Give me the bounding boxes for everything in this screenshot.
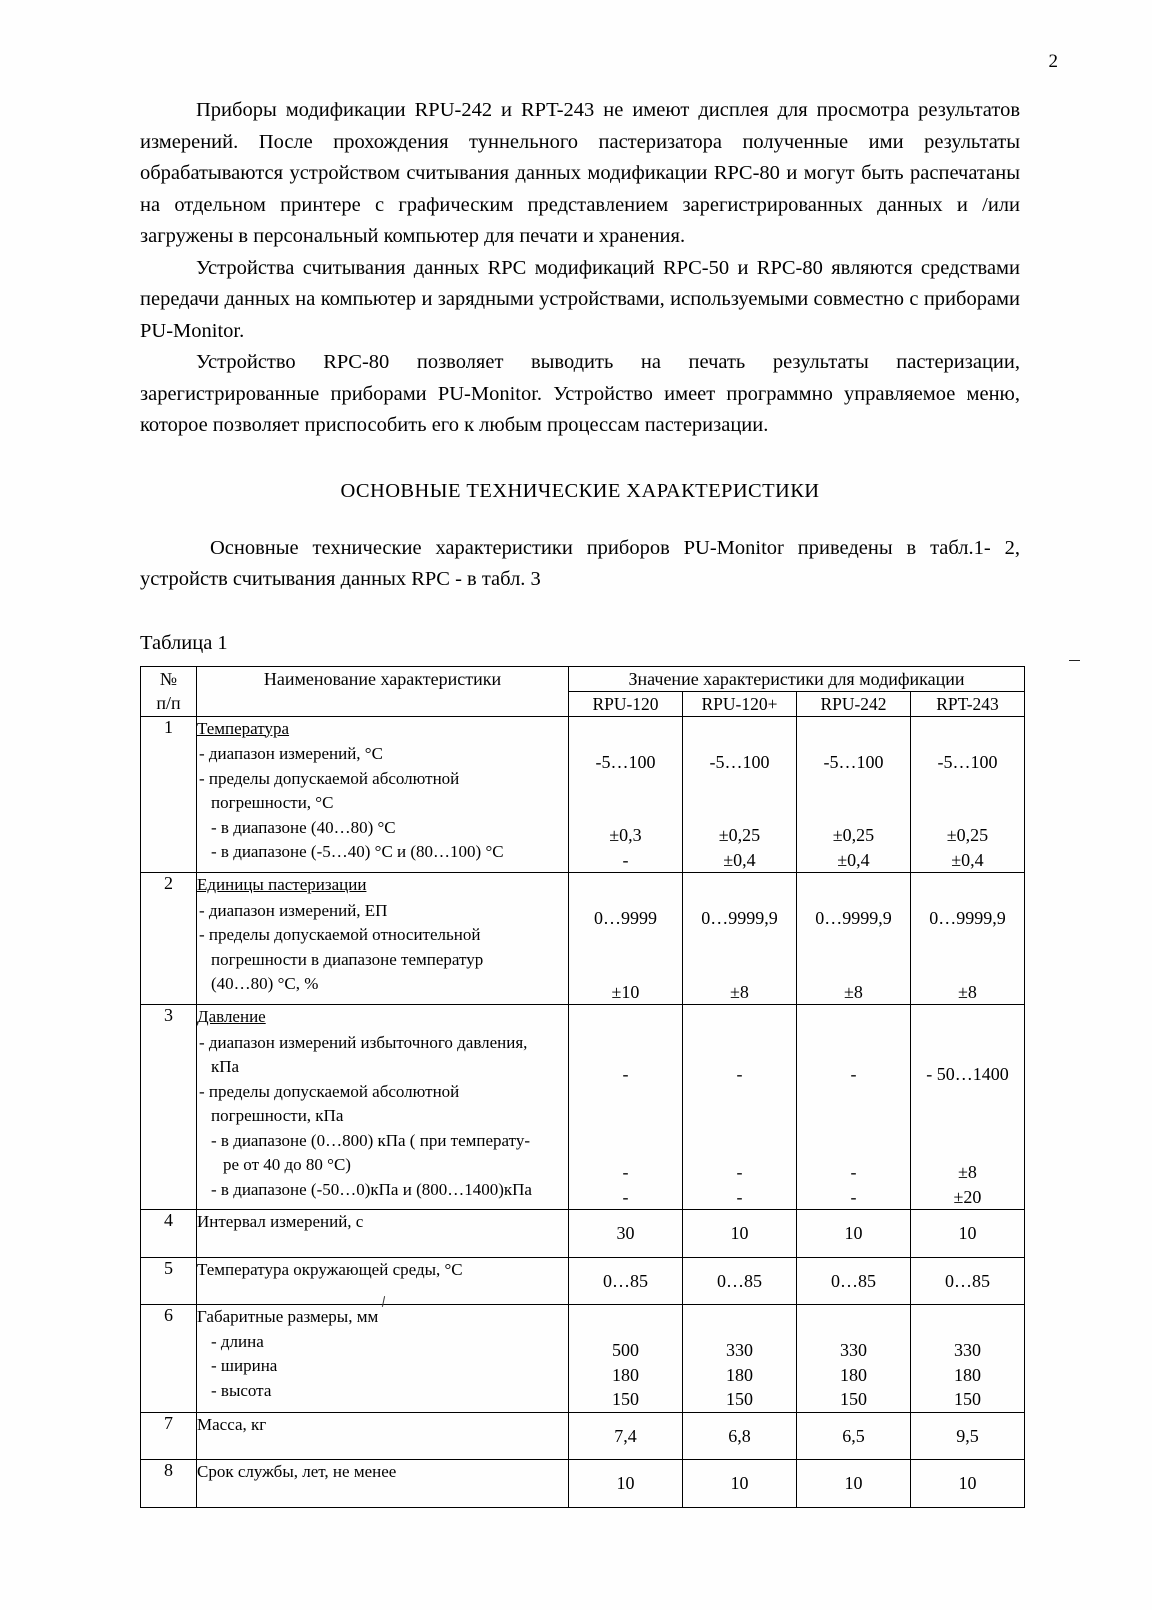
value-range: 0…9999	[594, 908, 657, 928]
value-spacer	[797, 1111, 910, 1136]
row-title: Габаритные размеры, мм	[197, 1307, 379, 1326]
table-row	[141, 716, 1025, 873]
value-spacer	[569, 931, 682, 956]
row-title: Давление	[197, 1007, 266, 1026]
value-range: -	[850, 1064, 857, 1084]
row-value	[569, 1005, 683, 1210]
value-spacer	[797, 1136, 910, 1161]
row-subline: ре от 40 до 80 °С)	[223, 1155, 351, 1174]
value-range: -5…100	[709, 751, 770, 772]
paragraph-2: Устройства считывания данных RPC модификаций RPC-50 и RPC-80 являются средствами передачи данных на компьютер и зарядными устройствами, используемыми совместно с приборами PU-Monitor.	[140, 256, 1020, 342]
value-err1: -	[850, 1162, 857, 1182]
row-subline: - в диапазоне (-50…0)кПа и (800…1400)кПа	[211, 1179, 532, 1199]
value-spacer	[683, 1111, 796, 1136]
header-cell-mod-rpt243: RPT-243	[911, 691, 1025, 716]
value-spacer	[797, 799, 910, 824]
value-spacer	[683, 931, 796, 956]
value-spacer	[797, 774, 910, 799]
row-value	[797, 1305, 911, 1413]
row-value	[911, 1305, 1025, 1413]
value-length: 500	[612, 1340, 639, 1360]
row-number: 7	[141, 1412, 197, 1460]
row-name: Срок службы, лет, не менее	[197, 1460, 569, 1508]
header-cell-mod-rpu120plus: RPU-120+	[683, 691, 797, 716]
row-subline: - диапазон измерений избыточного давления,	[199, 1032, 528, 1052]
row-value	[569, 1305, 683, 1413]
paragraph-1: Приборы модификации RPU-242 и RPT-243 не имеют дисплея для просмотра результатов измерений. После прохождения туннельного пастеризатора полученные ими результаты обрабатываются устройством считывания данных модификации RPC-80 и могут быть распечатаны на отдельном принтере с графическим представлением зарегистрированных данных и /или загружены в персональный компьютер для печати и хранения.	[140, 99, 1020, 247]
section-title: ОСНОВНЫЕ ТЕХНИЧЕСКИЕ ХАРАКТЕРИСТИКИ	[340, 479, 820, 502]
row-subline: - высота	[211, 1380, 272, 1400]
row-value: 0…85	[797, 1257, 911, 1305]
value-height: 150	[612, 1389, 639, 1409]
value-err1: -	[622, 1162, 629, 1182]
value-spacer	[911, 955, 1024, 980]
row-value: 10	[683, 1210, 797, 1258]
row-subline: - ширина	[211, 1356, 278, 1375]
row-subline: - пределы допускаемой абсолютной	[199, 768, 460, 788]
value-err1: ±0,3	[609, 825, 642, 845]
page-number: 2	[1048, 51, 1058, 72]
value-height: 150	[840, 1389, 867, 1409]
row-value	[797, 716, 911, 873]
value-spacer	[569, 1111, 682, 1136]
value-spacer	[911, 1087, 1024, 1112]
value-err1: ±8	[958, 1162, 977, 1182]
margin-tick-mark	[1069, 660, 1080, 661]
value-err: ±8	[844, 981, 863, 1002]
row-number: 8	[141, 1460, 197, 1508]
header-number-line1: №	[159, 668, 178, 689]
row-subline: - в диапазоне (40…80) °С	[211, 817, 396, 837]
header-cell-name: Наименование характеристики	[197, 666, 569, 716]
value-err2: -	[622, 1186, 629, 1207]
header-number-line2: п/п	[156, 692, 181, 713]
specifications-table	[140, 666, 1025, 1508]
row-subline: погрешности, кПа	[211, 1106, 344, 1125]
row-subline: (40…80) °С, %	[211, 974, 319, 993]
row-value	[569, 873, 683, 1005]
row-name	[197, 716, 569, 873]
value-spacer	[911, 1111, 1024, 1136]
value-err1: ±0,25	[832, 825, 875, 845]
row-subline: погрешности, °С	[211, 793, 334, 812]
row-name: Температура окружающей среды, °С	[197, 1257, 569, 1305]
value-width: 180	[726, 1364, 753, 1385]
value-err1: ±0,25	[718, 825, 761, 845]
row-value	[683, 1005, 797, 1210]
row-value	[683, 716, 797, 873]
row-value	[911, 873, 1025, 1005]
value-height: 150	[726, 1389, 753, 1409]
row-value: 10	[911, 1460, 1025, 1508]
header-cell-number	[141, 666, 197, 716]
value-err2: ±0,4	[951, 849, 984, 870]
table-row	[141, 1460, 1025, 1508]
value-spacer	[911, 1136, 1024, 1161]
value-width: 180	[840, 1364, 867, 1385]
value-length: 330	[840, 1340, 867, 1360]
value-err2: ±0,4	[723, 849, 756, 870]
value-spacer	[569, 1136, 682, 1161]
value-range: -	[736, 1064, 743, 1084]
row-subline: - диапазон измерений, ЕП	[199, 900, 388, 920]
value-length: 330	[954, 1340, 981, 1360]
value-err2: -	[622, 849, 629, 870]
row-value: 10	[797, 1460, 911, 1508]
header-cell-mod-rpu242: RPU-242	[797, 691, 911, 716]
row-value	[911, 716, 1025, 873]
table-row	[141, 1005, 1025, 1210]
value-range: -	[622, 1064, 629, 1084]
value-spacer	[683, 955, 796, 980]
row-value: 10	[797, 1210, 911, 1258]
table-header-row-1	[141, 666, 1025, 691]
table-body	[141, 716, 1025, 1507]
row-value	[569, 716, 683, 873]
value-range: 0…9999,9	[815, 908, 892, 928]
row-subline: - пределы допускаемой относительной	[199, 925, 481, 944]
row-number: 5	[141, 1257, 197, 1305]
value-spacer	[569, 799, 682, 824]
value-err1: ±0,25	[946, 825, 989, 845]
row-subline: - длина	[211, 1331, 264, 1351]
page-content	[140, 95, 1020, 1508]
row-value: 6,8	[683, 1412, 797, 1460]
row-number: 6	[141, 1305, 197, 1413]
row-number: 1	[141, 716, 197, 873]
value-err: ±10	[611, 981, 640, 1002]
intro-paragraph: Основные технические характеристики приборов PU-Monitor приведены в табл.1- 2, устройств считывания данных RPC - в табл. 3	[140, 536, 1020, 590]
value-spacer	[569, 955, 682, 980]
value-spacer	[683, 1087, 796, 1112]
row-subline: - в диапазоне (-5…40) °С и (80…100) °С	[211, 842, 504, 861]
value-spacer	[911, 774, 1024, 799]
table-row	[141, 1305, 1025, 1413]
value-range: - 50…1400	[926, 1064, 1009, 1084]
table-caption: Таблица 1	[140, 631, 228, 654]
value-err2: -	[736, 1186, 743, 1207]
value-err1: -	[736, 1162, 743, 1182]
table-head	[141, 666, 1025, 716]
row-value: 0…85	[911, 1257, 1025, 1305]
value-spacer	[683, 774, 796, 799]
value-spacer	[683, 1136, 796, 1161]
value-spacer	[797, 931, 910, 956]
value-length: 330	[726, 1340, 753, 1360]
row-name: Интервал измерений, с	[197, 1210, 569, 1258]
row-value: 7,4	[569, 1412, 683, 1460]
row-value	[683, 873, 797, 1005]
value-range: -5…100	[595, 751, 656, 772]
row-value: 0…85	[683, 1257, 797, 1305]
value-height: 150	[954, 1389, 981, 1409]
value-width: 180	[612, 1364, 639, 1385]
row-value: 10	[569, 1460, 683, 1508]
row-name	[197, 1005, 569, 1210]
table-row	[141, 1412, 1025, 1460]
row-subline: - пределы допускаемой абсолютной	[199, 1081, 460, 1101]
value-spacer	[911, 799, 1024, 824]
table-row	[141, 1210, 1025, 1258]
header-cell-group: Значение характеристики для модификации	[569, 666, 1025, 691]
row-subline: - в диапазоне (0…800) кПа ( при температу-	[211, 1130, 531, 1150]
row-subline: - диапазон измерений, °С	[199, 744, 383, 763]
value-err2: -	[850, 1186, 857, 1207]
row-value: 10	[683, 1460, 797, 1508]
header-cell-mod-rpu120: RPU-120	[569, 691, 683, 716]
row-title: Единицы пастеризации	[197, 875, 367, 894]
row-value: 30	[569, 1210, 683, 1258]
row-value	[683, 1305, 797, 1413]
row-name	[197, 1305, 569, 1413]
value-range: -5…100	[823, 751, 884, 772]
row-value	[797, 1005, 911, 1210]
row-value: 6,5	[797, 1412, 911, 1460]
row-value	[797, 873, 911, 1005]
row-subline: кПа	[211, 1057, 240, 1076]
value-spacer	[797, 1087, 910, 1112]
table-row	[141, 873, 1025, 1005]
value-spacer	[683, 799, 796, 824]
value-err2: ±0,4	[837, 849, 870, 870]
table-row	[141, 1257, 1025, 1305]
row-title: Температура	[197, 718, 290, 738]
value-spacer	[569, 1087, 682, 1112]
paragraph-3: Устройство RPC-80 позволяет выводить на печать результаты пастеризации, зарегистрированные приборами PU-Monitor. Устройство имеет программно управляемое меню, которое позволяет приспособить его к любым процессам пастеризации.	[140, 351, 1020, 436]
row-value: 0…85	[569, 1257, 683, 1305]
value-err2: ±20	[953, 1186, 982, 1207]
value-width: 180	[954, 1364, 981, 1385]
row-value: 9,5	[911, 1412, 1025, 1460]
row-number: 2	[141, 873, 197, 1005]
value-range: 0…9999,9	[701, 908, 778, 928]
value-spacer	[569, 774, 682, 799]
value-err: ±8	[958, 981, 977, 1002]
row-value: 10	[911, 1210, 1025, 1258]
value-range: -5…100	[937, 751, 998, 772]
row-subline: погрешности в диапазоне температур	[211, 949, 484, 969]
row-name: Масса, кг	[197, 1412, 569, 1460]
row-number: 4	[141, 1210, 197, 1258]
value-range: 0…9999,9	[929, 908, 1006, 928]
row-name	[197, 873, 569, 1005]
value-spacer	[797, 955, 910, 980]
value-err: ±8	[730, 981, 749, 1002]
row-value	[911, 1005, 1025, 1210]
row-number: 3	[141, 1005, 197, 1210]
value-spacer	[911, 931, 1024, 956]
